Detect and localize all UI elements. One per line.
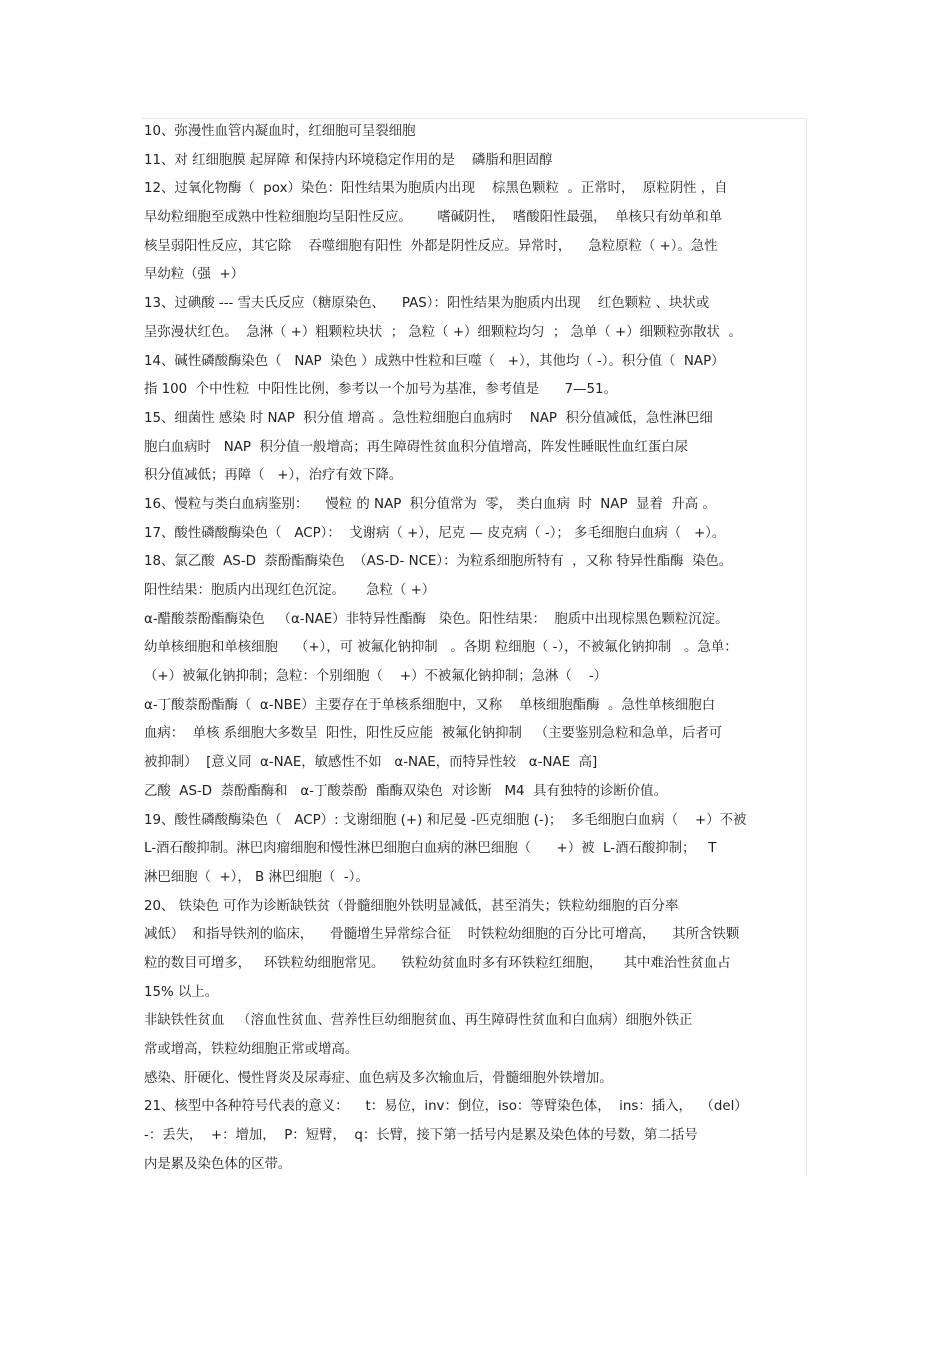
text-line: 感染、肝硬化、慢性肾炎及尿毒症、血色病及多次输血后，骨髓细胞外铁增加。: [144, 1070, 613, 1086]
text-line: 内是累及染色体的区带。: [144, 1156, 292, 1172]
text-line: 20、 铁染色 可作为诊断缺铁贫（骨髓细胞外铁明显减低，甚至消失；铁粒幼细胞的百分率: [144, 898, 679, 914]
text-line: 胞白血病时 NAP 积分值一般增高；再生障碍性贫血积分值增高，阵发性睡眠性血红蛋白尿: [144, 439, 688, 455]
text-line: α-丁酸萘酚酯酶（ α-NBE）主要存在于单核系细胞中，又称 单核细胞酯酶 。急性单核细胞白: [144, 697, 716, 713]
text-line: α-醋酸萘酚酯酶染色 （α-NAE）非特异性酯酶 染色。阳性结果： 胞质中出现棕黑色颗粒沉淀。: [144, 611, 729, 627]
text-line: 14、碱性磷酸酶染色（ NAP 染色 ）成熟中性粒和巨噬（ +），其他均（ -）。积分值（ NAP）: [144, 353, 725, 369]
text-line: 19、酸性磷酸酶染色（ ACP）: 戈谢细胞 (+) 和尼曼 -匹克细胞 (-)； 多毛细胞白血病（ +）不被: [144, 812, 747, 828]
text-line: 被抑制） [意义同 α-NAE，敏感性不如 α-NAE，而特异性较 α-NAE 高]: [144, 755, 598, 771]
text-line: 指 100 个中性粒 中阳性比例，参考以一个加号为基准，参考值是 7—51。: [144, 382, 617, 398]
text-line: 16、慢粒与类白血病鉴别： 慢粒 的 NAP 积分值常为 零， 类白血病 时 NAP 显着 升高 。: [144, 496, 716, 512]
text-line: 21、核型中各种符号代表的意义： t：易位，inv：倒位，iso：等臂染色体， ins：插入， （del）: [144, 1099, 748, 1115]
text-line: 18、氯乙酸 AS-D 萘酚酯酶染色 （AS-D- NCE）：为粒系细胞所特有 ，又称 特异性酯酶 染色。: [144, 554, 733, 570]
text-line: 积分值减低；再障（ +），治疗有效下降。: [144, 468, 403, 484]
text-line: 15、细菌性 感染 时 NAP 积分值 增高 。急性粒细胞白血病时 NAP 积分值减低，急性淋巴细: [144, 410, 713, 426]
text-line: 减低） 和指导铁剂的临床， 骨髓增生异常综合征 时铁粒幼细胞的百分比可增高， 其所含铁颗: [144, 927, 740, 943]
text-line: 核呈弱阳性反应，其它除 吞噬细胞有阳性 外都是阴性反应。异常时， 急粒原粒（ +）。急性: [144, 238, 718, 254]
text-line: 10、弥漫性血管内凝血时，红细胞可呈裂细胞: [144, 124, 416, 139]
text-line: -：丢失， +：增加， P：短臂， q：长臂，接下第一括号内是累及染色体的号数，第二括号: [144, 1128, 698, 1144]
text-line: 阳性结果：胞质内出现红色沉淀。 急粒（ +）: [144, 583, 436, 598]
text-line: 乙酸 AS-D 萘酚酯酶和 α-丁酸萘酚 酯酶双染色 对诊断 M4 具有独特的诊断价值。: [144, 783, 667, 799]
text-line: 淋巴细胞（ +）， B 淋巴细胞（ -）。: [144, 869, 369, 885]
text-line: 早幼粒细胞至成熟中性粒细胞均呈阳性反应。 嗜碱阴性， 嗜酸阳性最强， 单核只有幼单和单: [144, 210, 723, 226]
text-line: 呈弥漫状红色。 急淋（ +）粗颗粒块状 ； 急粒（ +）细颗粒均匀 ； 急单（ +）细颗粒弥散状 。: [144, 324, 742, 340]
text-line: （+）被氟化钠抑制；急粒：个别细胞（ +）不被氟化钠抑制；急淋（ -）: [144, 669, 608, 685]
text-line: L-酒石酸抑制。淋巴肉瘤细胞和慢性淋巴细胞白血病的淋巴细胞（ +）被 L-酒石酸抑制； T: [144, 841, 717, 857]
text-line: 11、对 红细胞膜 起屏障 和保持内环境稳定作用的是 磷脂和胆固醇: [144, 152, 553, 168]
document-body: [144, 118, 808, 1179]
text-line: 常或增高，铁粒幼细胞正常或增高。: [144, 1042, 359, 1057]
text-line: 13、过碘酸 --- 雪夫氏反应（糖原染色、 PAS）：阳性结果为胞质内出现 红色颗粒 、块状或: [144, 296, 710, 312]
text-line: 粒的数目可增多， 环铁粒幼细胞常见。 铁粒幼贫血时多有环铁粒红细胞， 其中难治性贫血占: [144, 955, 731, 971]
text-line: 非缺铁性贫血 （溶血性贫血、营养性巨幼细胞贫血、再生障碍性贫血和白血病）细胞外铁正: [144, 1013, 693, 1029]
text-line: 15% 以上。: [144, 984, 219, 1000]
text-line: 幼单核细胞和单核细胞 （+），可 被氟化钠抑制 。各期 粒细胞（ -），不被氟化钠抑制 。急单：: [144, 640, 738, 656]
text-line: 12、过氧化物酶（ pox）染色：阳性结果为胞质内出现 棕黑色颗粒 。正常时， 原粒阴性 ，自: [144, 181, 728, 197]
text-line: 17、酸性磷酸酶染色（ ACP）： 戈谢病（ +），尼克 — 皮克病（ -）； 多毛细胞白血病（ +）。: [144, 525, 726, 541]
text-line: 血病： 单核 系细胞大多数呈 阳性，阳性反应能 被氟化钠抑制 （主要鉴别急粒和急单，后者可: [144, 726, 723, 742]
text-line: 早幼粒（强 +）: [144, 267, 245, 283]
